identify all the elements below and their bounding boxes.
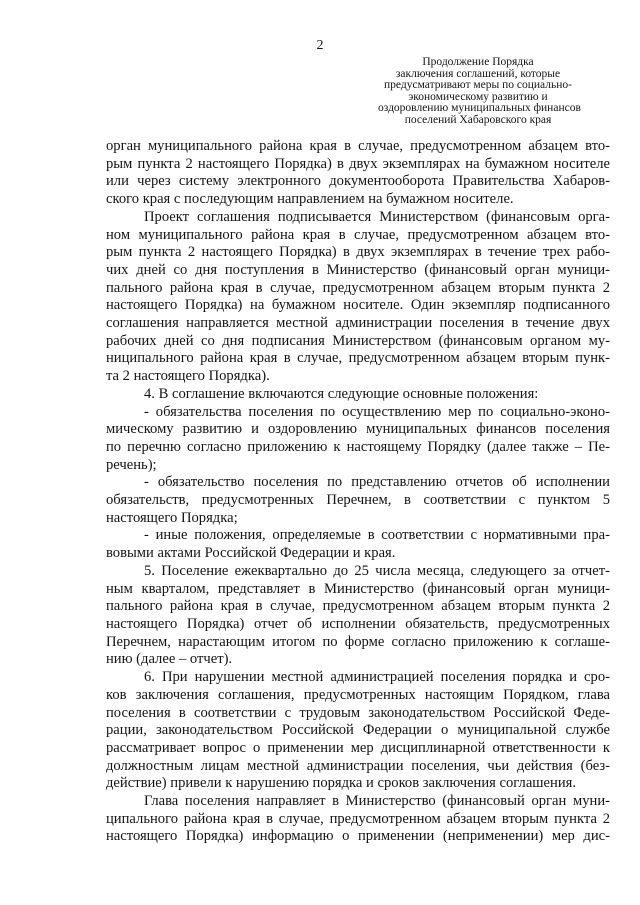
- text-line: ном муниципального района края в случае, предусмотренном абзацем вто-: [106, 226, 610, 243]
- paragraph: [106, 563, 610, 669]
- text-line: или через систему электронного документооборота Правительства Хабаров-: [106, 173, 610, 190]
- text-line: Перечнем, нарастающим итогом по форме согласно приложению к соглаше-: [106, 633, 610, 650]
- text-line: поселения в соответствии с трудовым законодательством Российской Феде-: [106, 704, 610, 721]
- text-line: - иные положения, определяемые в соответствии с нормативными пра-: [144, 527, 610, 544]
- paragraph: [106, 527, 610, 562]
- text-line: вовыми актами Российской Федерации и края.: [106, 545, 396, 562]
- text-line: та 2 настоящего Порядка).: [106, 368, 270, 385]
- text-line: чих дней со дня поступления в Министерство (финансовый орган муници-: [106, 261, 610, 278]
- text-line: - обязательства поселения по осуществлению мер по социально-эконо-: [144, 403, 610, 420]
- text-line: - обязательство поселения по представлению отчетов об исполнении: [144, 474, 610, 491]
- paragraph: [106, 386, 610, 404]
- text-line: ниципального района края в случае, предусмотренном абзацем вторым пунк-: [106, 350, 610, 367]
- text-line: ным кварталом, представляет в Министерство (финансовый орган муници-: [106, 580, 610, 597]
- running-header-line: Продолжение Порядка: [422, 56, 534, 68]
- text-line: обязательств, предусмотренных Перечнем, в соответствии с пунктом 5: [106, 492, 610, 509]
- text-line: 6. При нарушении местной администрацией поселения порядка и сро-: [144, 669, 610, 686]
- text-line: речень);: [106, 456, 157, 473]
- text-line: рым пункта 2 настоящего Порядка) в двух экземплярах на бумажном носителе: [106, 155, 610, 172]
- running-header-line: поселений Хабаровского края: [404, 113, 552, 126]
- document-body: [106, 138, 610, 846]
- text-line: пального района края в случае, предусмотренном абзацем вторым пункта 2: [106, 598, 610, 615]
- running-header-line: предусматривают меры по социально-: [384, 79, 572, 92]
- text-line: 5. Поселение ежеквартально до 25 числа месяца, следующего за отчет-: [144, 562, 610, 579]
- text-line: 4. В соглашение включаются следующие основные положения:: [144, 385, 539, 402]
- text-line: нию (далее – отчет).: [106, 651, 233, 668]
- paragraph: [106, 138, 610, 209]
- text-line: ского края с последующим направлением на бумажном носителе.: [106, 191, 514, 208]
- running-header-line: экономическому развитию и: [408, 90, 548, 103]
- text-line: орган муниципального района края в случае, предусмотренном абзацем вто-: [106, 138, 610, 154]
- text-line: настоящего Порядка) отчет об исполнении обязательств, предусмотренных: [106, 615, 610, 632]
- paragraph: [106, 669, 610, 793]
- paragraph: [106, 209, 610, 386]
- running-header-line: заключения соглашений, которые: [395, 67, 561, 80]
- text-line: пального района края в случае, предусмотренном абзацем вторым пункта 2: [106, 279, 610, 296]
- text-line: по перечню согласно приложению к настоящему Порядку (далее также – Пе-: [106, 438, 610, 455]
- text-line: рым пункта 2 настоящего Порядка) в двух экземплярах в течение трех рабо-: [106, 244, 610, 261]
- paragraph: [106, 793, 610, 846]
- text-line: ципального района края в случае, предусмотренном абзацем вторым пункта 2: [106, 810, 610, 827]
- text-line: ков заключения соглашения, предусмотренных настоящим Порядком, глава: [106, 686, 610, 703]
- page-number: 2: [316, 38, 324, 53]
- text-line: настоящего Порядка) информацию о применении (неприменении) мер дис-: [106, 828, 610, 845]
- text-line: настоящего Порядка) на бумажном носителе. Один экземпляр подписанного: [106, 297, 610, 314]
- text-line: рации, законодательством Российской Федерации о муниципальной службе: [106, 722, 610, 739]
- text-line: должностным лицам местной администрации поселения, чьи действия (без-: [106, 757, 610, 774]
- text-line: рассматривает вопрос о применении мер дисциплинарной ответственности к: [106, 739, 610, 756]
- text-line: настоящего Порядка;: [106, 509, 238, 526]
- text-line: Глава поселения направляет в Министерство (финансовый орган муни-: [144, 793, 610, 810]
- paragraph: [106, 474, 610, 527]
- text-line: Проект соглашения подписывается Министерством (финансовым орга-: [144, 208, 610, 225]
- running-header: [378, 56, 581, 127]
- text-line: рабочих дней со дня подписания Министерством (финансовым органом му-: [106, 332, 610, 349]
- text-line: мическому развитию и оздоровлению муниципальных финансов поселения: [106, 421, 610, 438]
- text-line: действие) привели к нарушению порядка и сроков заключения соглашения.: [106, 775, 576, 792]
- text-line: соглашения направляется местной администрации поселения в течение двух: [106, 315, 610, 332]
- running-header-line: оздоровлению муниципальных финансов: [378, 102, 581, 115]
- paragraph: [106, 404, 610, 475]
